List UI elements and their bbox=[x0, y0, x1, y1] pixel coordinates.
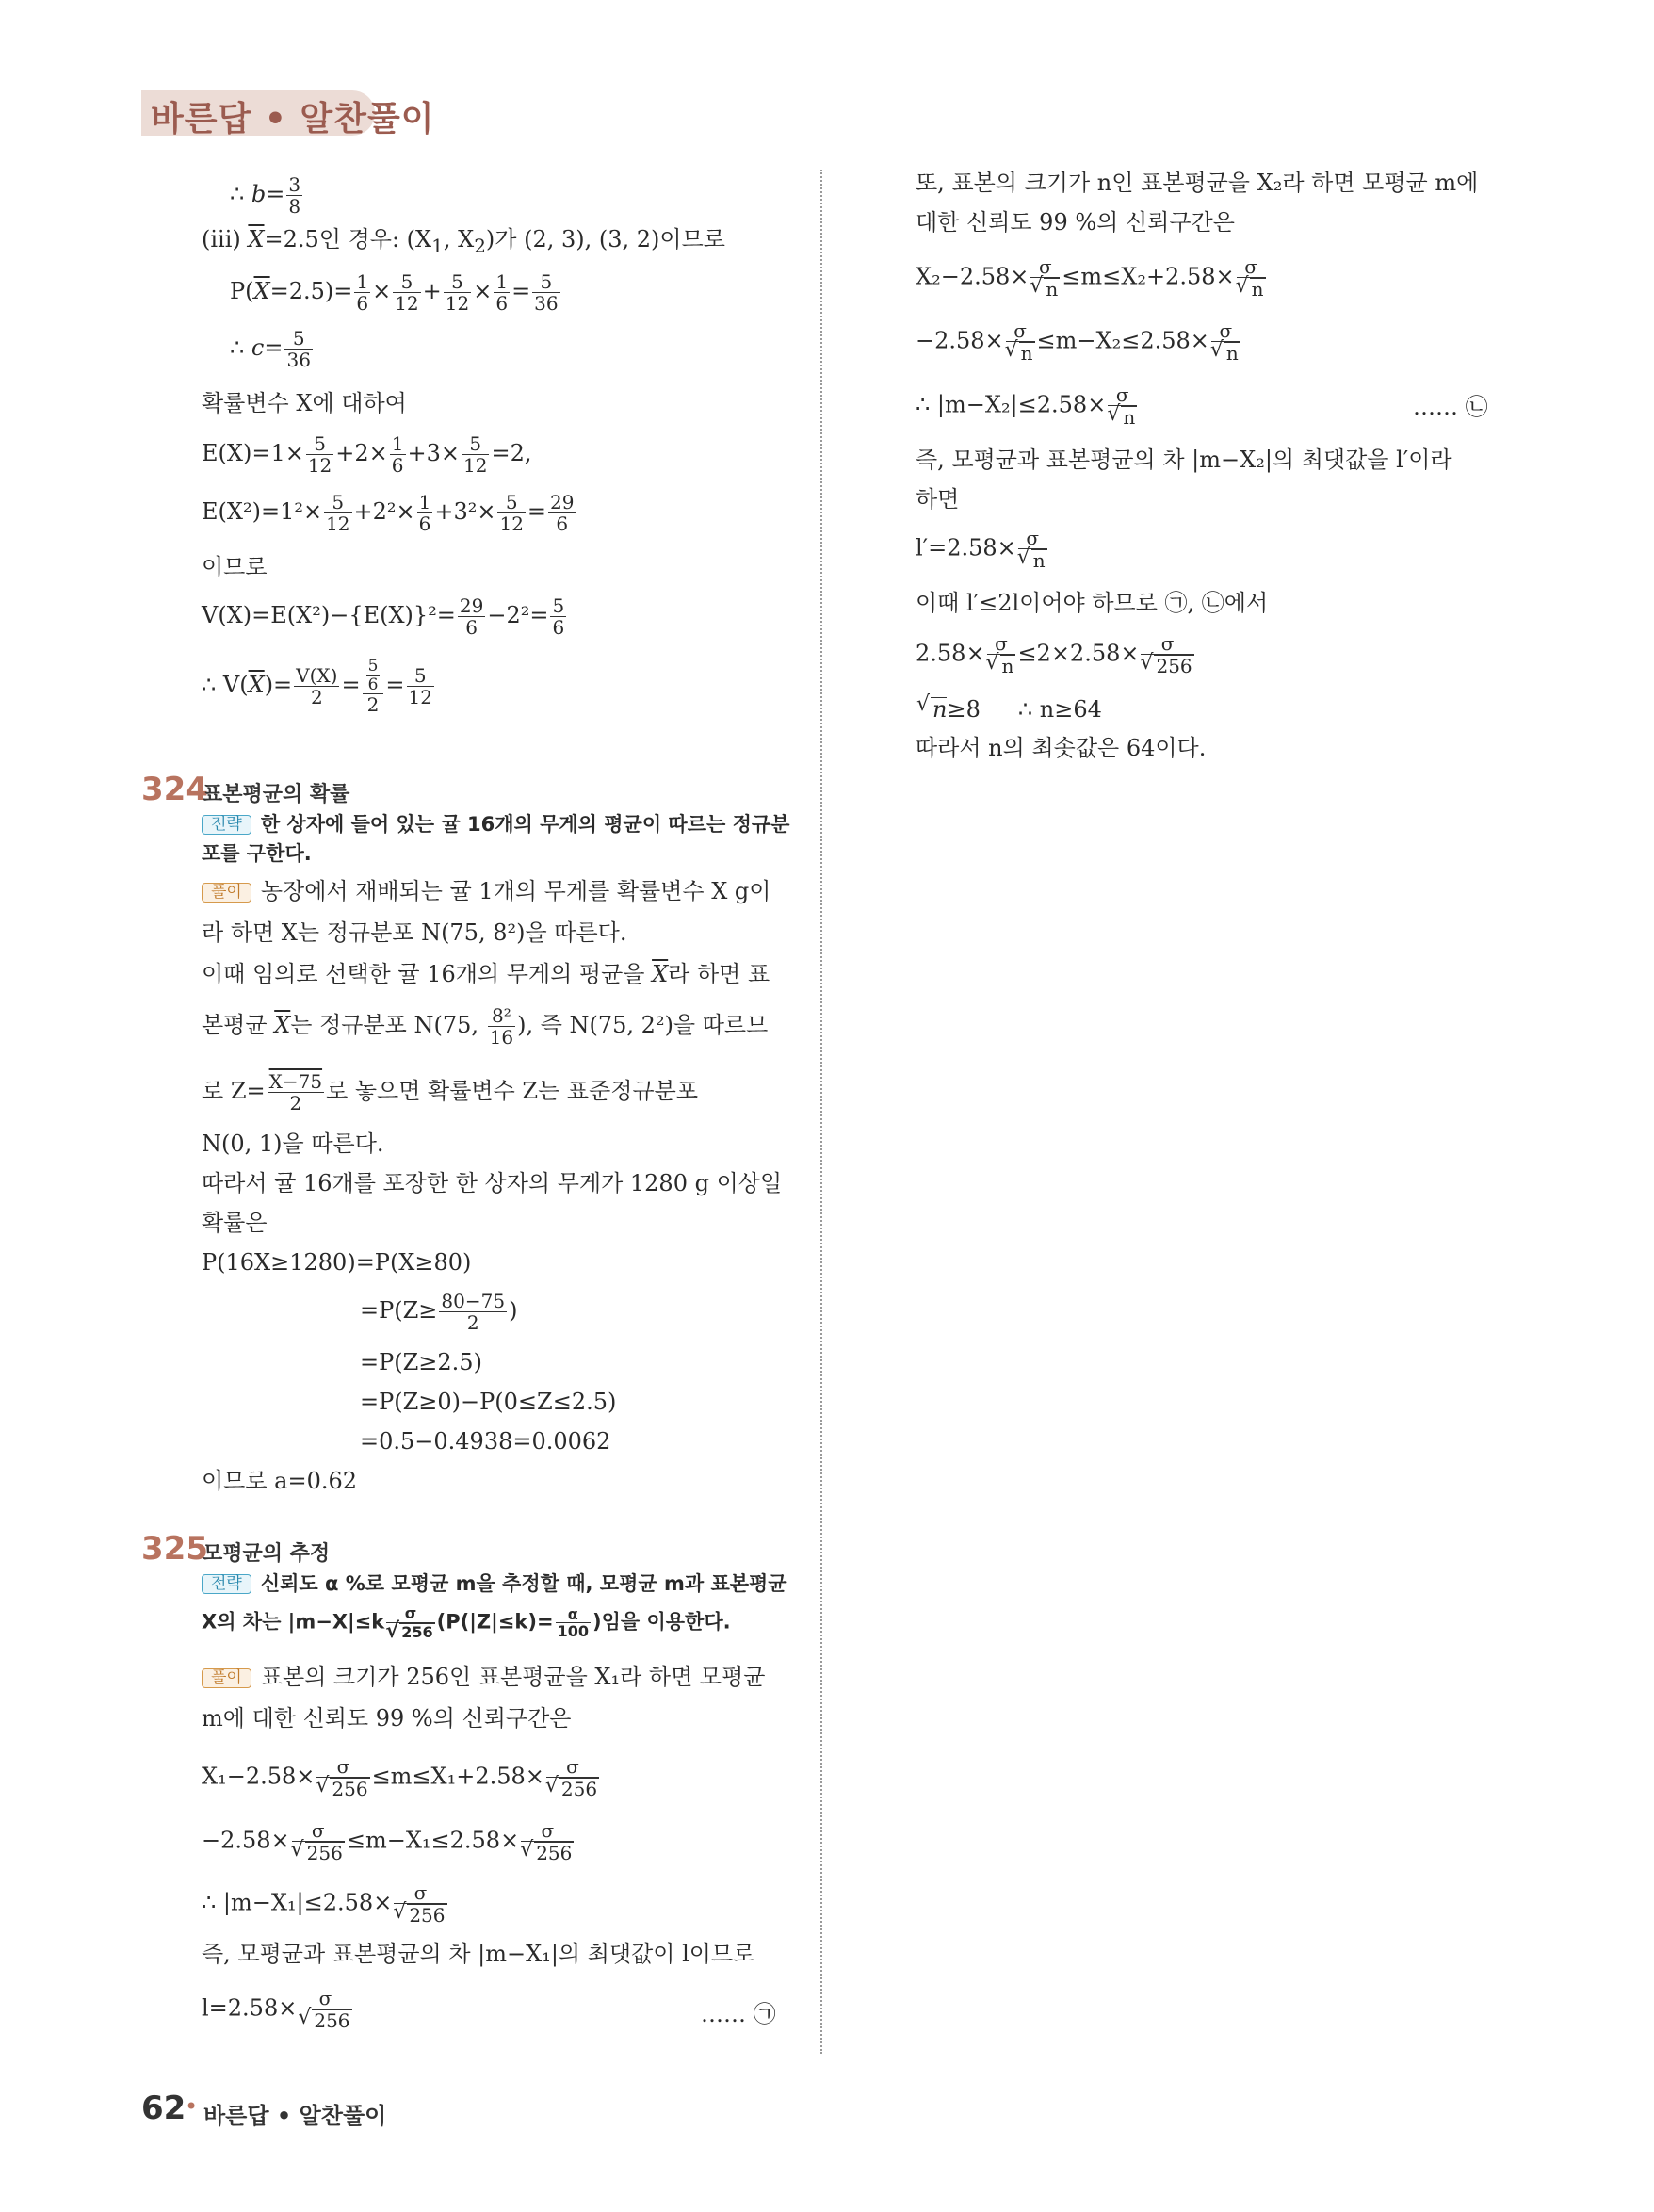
problem-number-325: 325 bbox=[141, 1530, 208, 1568]
eq-324-2: =P(Z≥ $\frac{80-75}{2}$ ) bbox=[360, 1290, 518, 1334]
eq-right-3: ∴ |m−X₂|≤2.58× σ √ n bbox=[916, 384, 1139, 428]
problem-title-325: 모평균의 추정 bbox=[203, 1542, 331, 1566]
solution-325-line3: 즉, 모평균과 표본평균의 차 |m−X₁|의 최댓값이 l이므로 bbox=[202, 1941, 755, 1967]
right-conclusion: 따라서 n의 최솟값은 64이다. bbox=[916, 735, 1207, 761]
solution-324-line4: 본평균 $\overline{X}$는 정규분포 N(75, $\frac{\text{8²}}{16}$ ), 즉 N(75, 2²)을 따르므 bbox=[202, 1004, 769, 1049]
eq-ex2: E(X²)=1²× $\frac{5}{12}$ +2²× $\frac{1}{6}$ +3²× $\frac{5}{12}$ = $\frac{29}{6}$ bbox=[202, 491, 575, 535]
right-line9: 이때 l′≤2l이어야 하므로 ㉠, ㉡에서 bbox=[916, 590, 1269, 616]
strategy-324-line2: 포를 구한다. bbox=[202, 842, 312, 865]
eq-right-5: 2.58× σ √ n ≤2×2.58× σ √ 256 bbox=[916, 633, 1196, 676]
footer-title: 바른답 • 알찬풀이 bbox=[203, 2103, 387, 2129]
case-iii: (iii) $\overline{X}=2.5$인 경우: ($X_1$, $X_2$)가 (2, 3), (3, 2)이므로 bbox=[202, 226, 725, 257]
eq-325-marker: …… ㉠ bbox=[701, 2001, 776, 2027]
text-random-variable: 확률변수 X에 대하여 bbox=[202, 390, 407, 416]
problem-number-324: 324 bbox=[141, 771, 208, 808]
text-imeuro: 이므로 bbox=[202, 554, 268, 580]
eq-right-4: l′=2.58× σ √ n bbox=[916, 528, 1049, 571]
eq-325-4: l=2.58× σ √ 256 bbox=[202, 1988, 354, 2031]
strategy-badge: 전략 bbox=[202, 815, 251, 835]
eq-right-3-marker: …… ㉡ bbox=[1413, 394, 1488, 420]
eq-v-xbar: ∴ $V(\overline{X})=$ $\frac{V(X)}{2}$ = $\frac{\frac{5}{6}}{2}$ = $\frac{5}{12}$ bbox=[202, 657, 432, 717]
eq-324-5: =0.5−0.4938=0.0062 bbox=[360, 1428, 611, 1455]
solution-324-line6: N(0, 1)을 따른다. bbox=[202, 1130, 384, 1157]
eq-325-2: −2.58× σ √ 256 ≤m−X₁≤2.58× σ √ 256 bbox=[202, 1820, 576, 1863]
eq-right-2: −2.58× σ √ n ≤m−X₂≤2.58× σ √ n bbox=[916, 320, 1242, 364]
eq-324-3: =P(Z≥2.5) bbox=[360, 1349, 482, 1375]
right-line1: 또, 표본의 크기가 n인 표본평균을 X₂라 하면 모평균 m에 bbox=[916, 170, 1479, 196]
solution-324-line3: 이때 임의로 선택한 귤 16개의 무게의 평균을 $\overline{X}$라 하면 표 bbox=[202, 961, 770, 987]
eq-right-1: X₂−2.58× σ √ n ≤m≤X₂+2.58× σ √ n bbox=[916, 256, 1268, 300]
strategy-badge: 전략 bbox=[202, 1574, 251, 1594]
eq-vx: V(X)=E(X²)−{E(X)}²= $\frac{29}{6}$ −2²= $\frac{5}{6}$ bbox=[202, 594, 565, 639]
solution-badge: 풀이 bbox=[202, 1668, 251, 1688]
solution-324-line1: 풀이 농장에서 재배되는 귤 1개의 무게를 확률변수 X g이 bbox=[202, 880, 770, 903]
eq-324-1: P(16X≥1280)=P(X≥80) bbox=[202, 1249, 472, 1276]
eq-ex: E(X)=1× $\frac{5}{12}$ +2× $\frac{1}{6}$ +3× $\frac{5}{12}$ =2, bbox=[202, 432, 532, 477]
right-line7: 하면 bbox=[916, 486, 960, 512]
eq-right-6: √ n≥8 ∴ n≥64 bbox=[916, 697, 1102, 721]
column-divider bbox=[820, 170, 822, 2054]
problem-title-324: 표본평균의 확률 bbox=[203, 783, 350, 806]
eq-325-3: ∴ |m−X₁|≤2.58× σ √ 256 bbox=[202, 1882, 449, 1926]
eq-c: ∴ c= $\frac{5}{36}$ bbox=[230, 327, 311, 371]
right-line2: 대한 신뢰도 99 %의 신뢰구간은 bbox=[916, 209, 1235, 236]
solution-324-line5: 로 Z= $\frac{X-75}{2}$ 로 놓으면 확률변수 Z는 표준정규분포 bbox=[202, 1070, 699, 1114]
solution-324-line2: 라 하면 X는 정규분포 N(75, 8²)을 따른다. bbox=[202, 919, 627, 946]
strategy-325-line2: X의 차는 |m−X|≤k σ √ 256 (P(|Z|≤k)= $\frac{\alpha}{100}$ )임을 이용한다. bbox=[202, 1605, 731, 1640]
solution-324-line7: 따라서 귤 16개를 포장한 한 상자의 무게가 1280 g 이상일 bbox=[202, 1170, 783, 1196]
eq-325-1: X₁−2.58× σ √ 256 ≤m≤X₁+2.58× σ √ 256 bbox=[202, 1756, 601, 1799]
eq-b: ∴ b= $\frac{3}{8}$ bbox=[230, 173, 301, 218]
strategy-324: 전략 한 상자에 들어 있는 귤 16개의 무게의 평균이 따르는 정규분 bbox=[202, 812, 789, 835]
result-324: 이므로 a=0.62 bbox=[202, 1468, 358, 1494]
header-title: 바른답 • 알찬풀이 bbox=[151, 100, 435, 138]
strategy-325: 전략 신뢰도 α %로 모평균 m을 추정할 때, 모평균 m과 표본평균 bbox=[202, 1571, 787, 1594]
eq-324-4: =P(Z≥0)−P(0≤Z≤2.5) bbox=[360, 1389, 617, 1415]
solution-badge: 풀이 bbox=[202, 883, 251, 903]
solution-324-line8: 확률은 bbox=[202, 1210, 268, 1236]
page-number: 62 bbox=[141, 2090, 186, 2127]
footer-dot: • bbox=[185, 2093, 199, 2120]
solution-325-line1: 풀이 표본의 크기가 256인 표본평균을 X₁라 하면 모평균 bbox=[202, 1666, 765, 1688]
right-line6: 즉, 모평균과 표본평균의 차 |m−X₂|의 최댓값을 l′이라 bbox=[916, 447, 1452, 473]
eq-p-2-5: $P(\overline{X}=2.5)=$ $\frac{1}{6}$ × $\frac{5}{12}$ + $\frac{5}{12}$ × $\frac{1}{6}$ = $\frac{5}{36}$ bbox=[230, 270, 559, 315]
solution-325-line2: m에 대한 신뢰도 99 %의 신뢰구간은 bbox=[202, 1705, 572, 1732]
